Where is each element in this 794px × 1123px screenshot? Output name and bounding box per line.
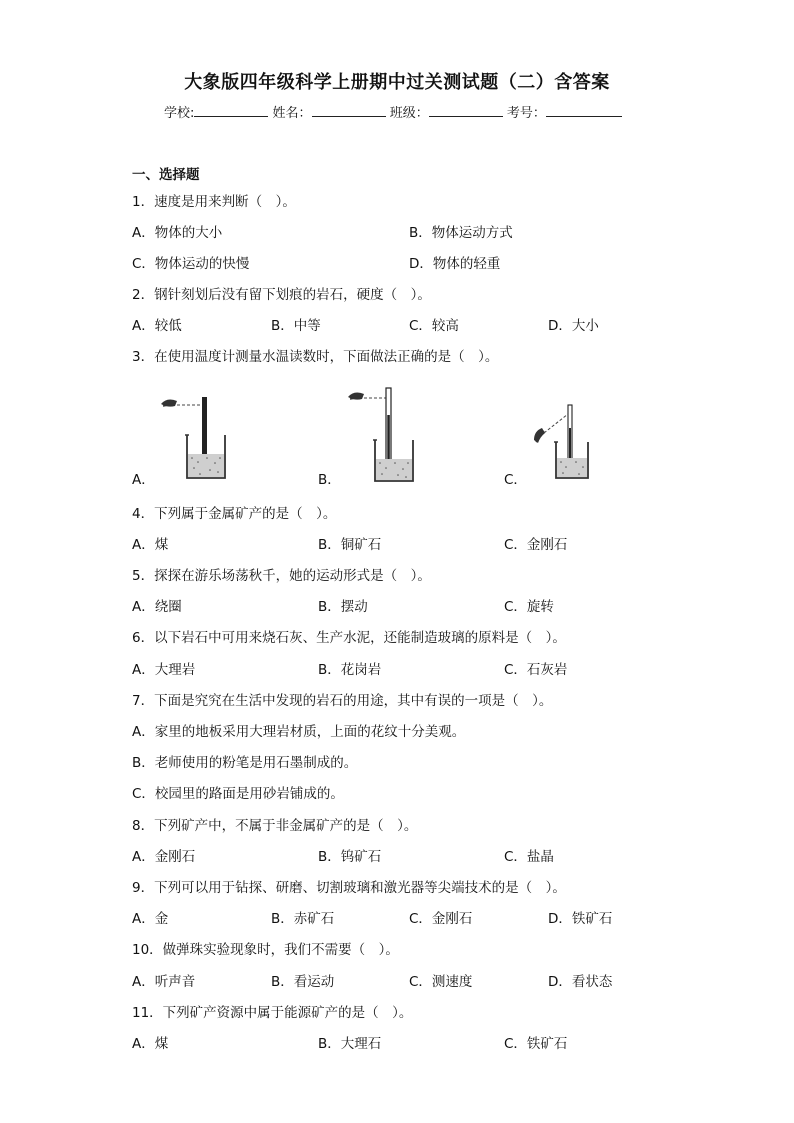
q1-option-d[interactable]: D．物体的轻重 (409, 256, 501, 272)
page-title: 大象版四年级科学上册期中过关测试题（二）含答案 (184, 72, 610, 93)
q6-option-c[interactable]: C．石灰岩 (504, 662, 568, 678)
q8-option-a[interactable]: A．金刚石 (132, 849, 196, 865)
q8-option-c[interactable]: C．盐晶 (504, 849, 554, 865)
class-label: 班级： (389, 106, 429, 121)
q9-option-c[interactable]: C．金刚石 (409, 911, 473, 927)
question-9: 9．下列可以用于钻探、研磨、切割玻璃和激光器等尖端技术的是（ ）。 (132, 880, 566, 896)
q4-option-a[interactable]: A．煤 (132, 537, 169, 553)
q1-option-b[interactable]: B．物体运动方式 (409, 225, 513, 241)
q2-option-c[interactable]: C．较高 (409, 318, 459, 334)
question-1: 1．速度是用来判断（ ）。 (132, 194, 296, 210)
section-heading: 一、选择题 (132, 167, 200, 183)
q5-option-a[interactable]: A．绕圈 (132, 599, 182, 615)
q3-option-b[interactable]: B． (318, 472, 341, 488)
q2-option-b[interactable]: B．中等 (271, 318, 321, 334)
q1-option-a[interactable]: A．物体的大小 (132, 225, 223, 241)
question-2: 2．钢针刻划后没有留下划痕的岩石，硬度（ ）。 (132, 287, 431, 303)
school-label: 学校: (164, 106, 195, 121)
student-info (164, 102, 622, 121)
q2-option-d[interactable]: D．大小 (548, 318, 599, 334)
q8-option-b[interactable]: B．钨矿石 (318, 849, 382, 865)
q11-option-a[interactable]: A．煤 (132, 1036, 169, 1052)
question-8: 8．下列矿产中，不属于非金属矿产的是（ ）。 (132, 818, 418, 834)
q9-option-a[interactable]: A．金 (132, 911, 169, 927)
question-4: 4．下列属于金属矿产的是（ ）。 (132, 506, 337, 522)
q6-option-a[interactable]: A．大理岩 (132, 662, 196, 678)
question-5: 5．探探在游乐场荡秋千，她的运动形式是（ ）。 (132, 568, 431, 584)
q9-option-d[interactable]: D．铁矿石 (548, 911, 613, 927)
q9-option-b[interactable]: B．赤矿石 (271, 911, 335, 927)
question-11: 11．下列矿产资源中属于能源矿产的是（ ）。 (132, 1005, 413, 1021)
name-blank[interactable] (312, 103, 386, 117)
q7-option-c[interactable]: C．校园里的路面是用砂岩铺成的。 (132, 786, 344, 802)
q1-option-c[interactable]: C．物体运动的快慢 (132, 256, 250, 272)
number-label: 考号： (506, 106, 546, 121)
q7-option-b[interactable]: B．老师使用的粉笔是用石墨制成的。 (132, 755, 358, 771)
school-blank[interactable] (194, 103, 268, 117)
question-6: 6．以下岩石中可用来烧石灰、生产水泥，还能制造玻璃的原料是（ ）。 (132, 630, 566, 646)
name-label: 姓名： (272, 106, 312, 121)
q4-option-b[interactable]: B．铜矿石 (318, 537, 382, 553)
q5-option-c[interactable]: C．旋转 (504, 599, 554, 615)
q6-option-b[interactable]: B．花岗岩 (318, 662, 382, 678)
thermometer-figure-a (155, 392, 235, 484)
q10-option-a[interactable]: A．听声音 (132, 974, 196, 990)
q5-option-b[interactable]: B．摆动 (318, 599, 368, 615)
number-blank[interactable] (546, 103, 622, 117)
q3-option-c[interactable]: C． (504, 472, 527, 488)
q3-option-a[interactable]: A． (132, 472, 155, 488)
q10-option-d[interactable]: D．看状态 (548, 974, 613, 990)
thermometer-figure-b (342, 385, 422, 483)
question-3: 3．在使用温度计测量水温读数时，下面做法正确的是（ ）。 (132, 349, 499, 365)
q2-option-a[interactable]: A．较低 (132, 318, 182, 334)
q4-option-c[interactable]: C．金刚石 (504, 537, 568, 553)
q11-option-b[interactable]: B．大理石 (318, 1036, 382, 1052)
class-blank[interactable] (429, 103, 503, 117)
thermometer-figure-c (528, 400, 598, 482)
q10-option-b[interactable]: B．看运动 (271, 974, 335, 990)
q10-option-c[interactable]: C．测速度 (409, 974, 473, 990)
q11-option-c[interactable]: C．铁矿石 (504, 1036, 568, 1052)
question-10: 10．做弹珠实验现象时，我们不需要（ ）。 (132, 942, 399, 958)
question-7: 7．下面是究究在生活中发现的岩石的用途，其中有误的一项是（ ）。 (132, 693, 553, 709)
q7-option-a[interactable]: A．家里的地板采用大理岩材质，上面的花纹十分美观。 (132, 724, 466, 740)
